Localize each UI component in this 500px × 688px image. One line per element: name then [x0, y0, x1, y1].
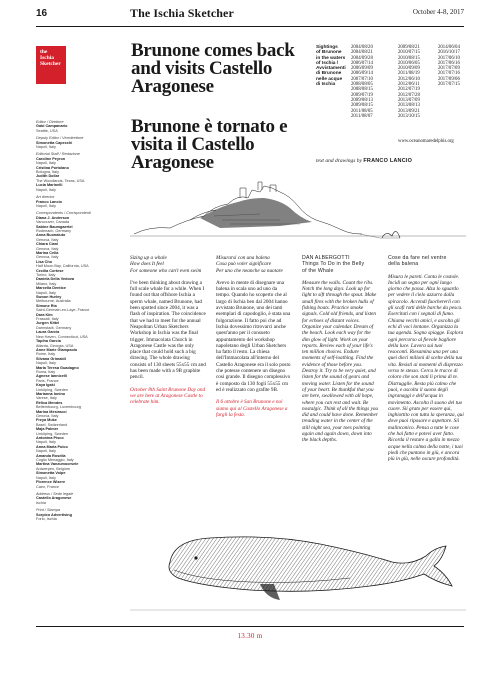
page-number: 16 — [36, 8, 48, 19]
staff-city: Seattle, USA — [36, 128, 58, 133]
staff-name: Lucia Marinelli — [36, 183, 63, 188]
logo-line: Ischia — [40, 55, 55, 61]
column-heading — [302, 255, 378, 274]
poem-column-english — [302, 255, 378, 444]
sightings-column-3 — [438, 45, 478, 87]
sighting-date: 2007/07/10 — [351, 76, 373, 82]
sighting-date: 2012/07/28 — [398, 92, 420, 98]
staff-city: Linköping, Sweden — [36, 431, 69, 436]
staff-city: Ischia — [36, 500, 46, 505]
column-body: Misura le pareti. Conta le costole. Incidi un segno per ogni lungo giorno che passa. Alza lo sguardo per vedere il cielo azzurro dalla spiracolo. Accendi fuochererli con gli scafi rotti delle barche da pesca. Esercitati con i segnali di fumo. Chiama vecchi amici, e ascolta gli echi di voci lontane. Organizza la tua agenda. Sogna spiagge. Esplora ogni percorso al fievole bagliore della luce. Lavora sui tuoi resoconti. Riesamina una per una quei dieci milioni di scelte della tua vita. Resisti ai momenti di disprezzo verso te stesso. Cerca le tracce di coloro che son stati lì prima di te. Distruggile. Resta più calmo che puoi, e ascolta il suono degli ingranaggi e dell'acqua in movimento. Ascolta il suono del tuo cuore. Sii grato per essere qui, inghiottito con tutta la speranza, qui dove puoi riposare e aspettare. Sii malinconico. Pensa a tutte le cose che hai fatto e potevi aver fatto. Ricorda il restare a galla in mezzo acque nella calma della notte, i tuoi piedi che puntano in giù, e ancora più in giù, nelle oscure profondità. — [388, 273, 464, 463]
staff-city: Napoli, Italy — [36, 187, 56, 192]
staff-name: Judith Dollar — [36, 174, 60, 179]
title-english: Brunone comes back and visits Castello Aragonese — [131, 40, 295, 97]
sightings-label-line: Sightings — [316, 45, 338, 50]
staff-name: Castello Aragonese — [36, 496, 72, 501]
staff-name: Martina Vanzumoorsele — [36, 462, 79, 467]
staff-city: Napoli, Italy — [36, 361, 56, 366]
staff-city: Genova, Italy — [36, 246, 59, 251]
heading-line: Per uno che neanche sa nuotare — [216, 267, 283, 274]
staff-city: Forio, Ischia — [36, 516, 57, 521]
staff-city: Vancouver, Canada — [36, 220, 70, 225]
staff-name: Silvana Grimaldi — [36, 356, 66, 361]
sighting-date: 2013/08/13 — [398, 103, 420, 109]
staff-city: Frascati, Italy — [36, 317, 59, 322]
staff-city: The Woodlands, Texas, USA — [36, 178, 85, 183]
logo-line: the — [40, 49, 48, 55]
staff-city: Napoli, Italy — [36, 161, 56, 166]
heading-line: of the Whale — [302, 267, 334, 274]
staff-masthead — [36, 120, 120, 521]
sighting-date: 2008/08/05 — [351, 82, 373, 88]
sighting-date: 2016/10/17 — [438, 50, 460, 56]
staff-city: Roma, Italy — [36, 369, 56, 374]
sighting-date: 2009/07/19 — [351, 92, 373, 98]
staff-name: Freya Muke — [36, 418, 57, 423]
staff-city: Napoli, Italy — [36, 203, 56, 208]
staff-city: Genova, Italy — [36, 414, 59, 418]
staff-city: Rodenach, Germany — [36, 228, 72, 233]
byline-label: text and drawings by — [316, 158, 362, 164]
staff-name: Maria Teresa Guadagno — [36, 365, 79, 370]
staff-name: Marcella Dentice — [36, 286, 66, 291]
staff-city: Basel, Switzerland — [36, 422, 68, 427]
article-column-italian — [216, 255, 292, 418]
title-italian: Brunone è tornato e visita il Castello Aragonese — [131, 116, 288, 173]
column-body: I've been thinking about drawing a full scale whale for a while. When I found out that offshore Ischia a sperm whale, named Brunone, had been spotted since 2004, it was a flash of inspiration. The coincidence that we had to meet for the annual Neapolitan Urban Sketchers Workshop in Ischia was the final trigger. Immacolata Church in Aragonese Castle was the only place that could hold such a big drawing. The whole drawing consists of 130 sheets 55x55 cm and has been made with a 9B graphite pencil. — [130, 279, 206, 381]
heading-line: Cosa può voler significare — [216, 261, 271, 268]
sighting-date: 2012/06/10 — [398, 76, 420, 82]
staff-role: Print / Stampa — [36, 508, 61, 513]
staff-city: Napoli, Italy — [36, 449, 56, 454]
staff-city: Rome, Italy — [36, 352, 56, 357]
staff-role: Address / Sede legale — [36, 491, 74, 496]
heading-line: Misurarsi con una balena — [216, 255, 270, 261]
sighting-date: 2017/07/16 — [438, 71, 460, 77]
column-note: Il 6 ottobre è San Brunone e noi siamo qui al Castello Aragonese a fargli la festa. — [216, 399, 288, 418]
staff-name: Caroline Peyron — [36, 156, 66, 161]
sightings-column-1 — [351, 45, 391, 119]
sighting-date: 2017/06/10 — [438, 55, 460, 61]
sighting-date: 2010/07/15 — [398, 50, 420, 56]
staff-name: Kaya Igaki — [36, 383, 55, 388]
sightings-label — [316, 45, 356, 87]
column-heading — [130, 255, 206, 274]
staff-city: Bologna, Italy — [36, 170, 60, 175]
sighting-date: 2013/10/15 — [398, 113, 420, 119]
staff-city: Torino, Italy — [36, 273, 56, 277]
sighting-date: 2013/09/21 — [398, 108, 420, 114]
header-rule — [36, 26, 464, 27]
footer-rule — [36, 626, 464, 627]
sighting-date: 2014/06/04 — [438, 45, 460, 50]
staff-name: Agnese Iannicelli — [36, 374, 68, 379]
staff-role: Art director — [36, 195, 55, 200]
heading-line: How does It feel — [130, 261, 164, 268]
issue-date: October 4-8, 2017 — [412, 8, 464, 16]
sighting-date: 2017/07/09 — [438, 66, 460, 72]
staff-city: New Haven, Connecticut, USA — [36, 334, 88, 339]
staff-city: Varese, Italy — [36, 396, 57, 401]
sighting-date: 2017/07/15 — [438, 82, 460, 88]
sighting-date: 2010/06/05 — [398, 60, 420, 66]
sighting-date: 2008/08/15 — [351, 87, 373, 93]
heading-line: Sizing up a whale — [130, 255, 167, 261]
sightings-url: www.oceanomaredelphis.org — [398, 139, 454, 144]
staff-name: Anna Maria Pulco — [36, 444, 68, 449]
column-heading — [388, 255, 464, 268]
staff-name: Cristina Portolano — [36, 165, 69, 170]
staff-name: Jurgen Kittel — [36, 321, 60, 326]
staff-name: Tapiha Garcia — [36, 339, 61, 344]
staff-city: Bettembourg, Luxembourg — [36, 405, 81, 410]
staff-name: Chiara Ciani — [36, 242, 59, 247]
sightings-label-line: of Brunone — [316, 50, 342, 56]
sightings-label-line: nelle acque — [316, 76, 343, 82]
staff-role: Editorial Staff / Redazione — [36, 152, 80, 157]
scale-label: 13.30 m — [237, 632, 263, 640]
staff-name: Diana J. Anderson — [36, 215, 70, 220]
sightings-label-line: di Brunone — [316, 71, 342, 77]
sighting-date: 2010/08/15 — [398, 55, 420, 61]
staff-city: Napoli, Italy — [36, 440, 56, 445]
staff-city: Saint-Germain-en-Laye, France — [36, 308, 90, 313]
sighting-date: 2004/08/21 — [351, 50, 373, 56]
sightings-label-line: in the waters — [316, 55, 346, 61]
staff-name: Sorpico Advertising — [36, 512, 72, 517]
byline — [316, 158, 466, 164]
sightings-label-line: di Ischia — [316, 82, 336, 88]
sighting-date: 2012/06/11 — [398, 82, 420, 88]
sighting-date: 2013/07/09 — [398, 97, 420, 103]
staff-city: Napoli, Italy — [36, 475, 56, 480]
staff-name: Marina Cella — [36, 250, 59, 255]
sighting-date: 2017/06/16 — [438, 60, 460, 66]
sighting-date: 2009/08/15 — [351, 103, 373, 109]
staff-name: Maja Palmer — [36, 427, 59, 432]
heading-line: Cose da fare nel ventre — [388, 255, 447, 261]
staff-city: Genova, Italy — [36, 237, 59, 242]
sighting-date: 2011/08/19 — [398, 71, 420, 77]
sighting-date: 2012/07/19 — [398, 87, 420, 93]
sightings-label-line: Avvistamenti — [316, 66, 346, 72]
staff-name: Simone Ria — [36, 303, 57, 308]
page-header — [0, 0, 500, 36]
sighting-date: 2006/09/14 — [351, 71, 373, 77]
staff-name: Simonetta Volpe — [36, 471, 66, 476]
staff-role: Deputy Editor / Vicedirettore — [36, 136, 84, 141]
staff-name: Cecilia Cortese — [36, 268, 64, 273]
sighting-date: 2006/09/09 — [351, 66, 373, 72]
poem-column-italian — [388, 255, 464, 463]
masthead-title: The Ischia Sketcher — [130, 6, 234, 20]
byline-name: FRANCO LANCIO — [363, 158, 413, 164]
column-body: Avevo in mente di disegnare una balena in scala uno ad uno da tempo. Quando ho scoperto che al largo di Ischia ben dal 2004 hanno avvistato Brunone, uno dei tanti esemplari di capodoglio, è stata una folgorazione. Il fatto poi che ad Ischia dovessimo ritrovarci anche quest'anno per il consueto appuntamento del workshop napoletano degli Urban Sketchers ha fatto il resto. La chiesa dell'Immacolata all'interno del Castello Aragonese era il solo posto che potesse contenere un disegno così grande. Il disegno complessivo è composto da 130 fogli 55x55 cm ed è realizzato con grafite 9B. — [216, 279, 291, 393]
staff-city: Genova, Italy — [36, 255, 59, 260]
column-heading — [216, 255, 292, 274]
staff-city: Antwerpen, Belgium — [36, 466, 70, 471]
sighting-date: 2010/09/09 — [398, 66, 420, 72]
sighting-date: 2006/07/14 — [351, 60, 373, 66]
staff-city: Linköping, Sweden — [36, 387, 69, 392]
staff-name: Laura Garcia — [36, 330, 60, 335]
staff-name: Anna Buonaiuto — [36, 233, 66, 238]
sighting-date: 2017/09/06 — [438, 76, 460, 82]
staff-city: Caen, France — [36, 484, 60, 489]
column-note: October 8th Saint Brunone Day and we are here at Aragonese Castle to celebrate him. — [130, 386, 206, 406]
sighting-date: 2011/08/07 — [351, 113, 373, 119]
staff-name: Daniela Della Vedova — [36, 277, 74, 282]
staff-name: Florence Wizere — [36, 480, 66, 485]
heading-line: della balena — [388, 261, 419, 268]
staff-name: Lisa Cho — [36, 259, 53, 264]
staff-name: Franco Lancio — [36, 199, 62, 204]
staff-name: Marina Mesiracci — [36, 409, 67, 414]
staff-city: Milano, Italy — [36, 281, 57, 286]
staff-role: Correspondents / Corrispondenti — [36, 211, 91, 216]
staff-name: Antonina Pisco — [36, 436, 64, 441]
staff-city: Half Moon Bay, California, USA — [36, 264, 89, 269]
castle-whale-illustration — [130, 176, 466, 246]
column-body: Measure the walls. Count the ribs. Notch the long days. Look up for light to sift through the spout. Make small fires with the broken hulls of fishing boats. Practice smoke signals. Cold old friends, and listen for echoes of distant voices. Organize your calendar. Dream of the beach. Look each way for the dim glow of light. Work on your reports. Review each of your life's ten million choices. Endure moments of self-loathing. Find the evidence of those before you. Destroy it. Try to be very quiet, and listen for the sound of gears and moving water. Listen for the sound of your heart. Be thankful that you are here, swallowed with all hope, where you can rest and wait. Be nostalgic. Think of all the things you did and could have done. Remember treading water in the center of the still night sea, your toes pointing again and again down, down into the black depths. — [302, 279, 378, 444]
staff-name: Swoon Hurley — [36, 295, 62, 300]
staff-city: Napoli, Italy — [36, 145, 56, 150]
staff-name: Marianna Ionino — [36, 391, 66, 396]
staff-city: Napoli, Italy — [36, 290, 56, 295]
staff-name: Simonetta Capecchi — [36, 140, 73, 145]
sightings-label-line: of Ischia / — [316, 60, 339, 66]
staff-name: Dara Kim — [36, 312, 53, 317]
sighting-date: 2011/08/05 — [351, 108, 373, 114]
staff-name: Rélica Mendes — [36, 400, 63, 405]
staff-city: Melbourne, Australia — [36, 299, 71, 304]
staff-city: Paris, France — [36, 378, 59, 383]
sighting-date: 2004/08/20 — [351, 45, 373, 50]
heading-line: For someone who can't even swim — [130, 267, 202, 274]
sighting-date: 2004/09/28 — [351, 55, 373, 61]
staff-role: Editor / Direttore — [36, 120, 64, 124]
staff-name: Anne Marie Giampaolo — [36, 347, 78, 352]
article-column-english — [130, 255, 206, 406]
staff-name: Sabine Baumgaertel — [36, 224, 73, 229]
heading-line: Things To Do in the Belly — [302, 261, 365, 268]
sperm-whale-illustration — [130, 500, 466, 620]
logo-line: Sketcher — [40, 61, 61, 67]
staff-name: Amanda Rosella — [36, 453, 66, 458]
staff-city: Atlanta, Georgia, USA — [36, 343, 74, 348]
sighting-date: 2009/08/21 — [398, 45, 420, 50]
staff-name: Gabi Campanario — [36, 124, 68, 129]
sightings-column-2 — [398, 45, 438, 119]
sighting-date: 2009/08/13 — [351, 97, 373, 103]
staff-city: Darmstadt, Germany — [36, 325, 72, 330]
publication-logo — [36, 46, 66, 84]
staff-city: Coglio Menaggio, Italy — [36, 458, 74, 463]
heading-line: DAN ALBERGOTTI — [302, 255, 350, 261]
